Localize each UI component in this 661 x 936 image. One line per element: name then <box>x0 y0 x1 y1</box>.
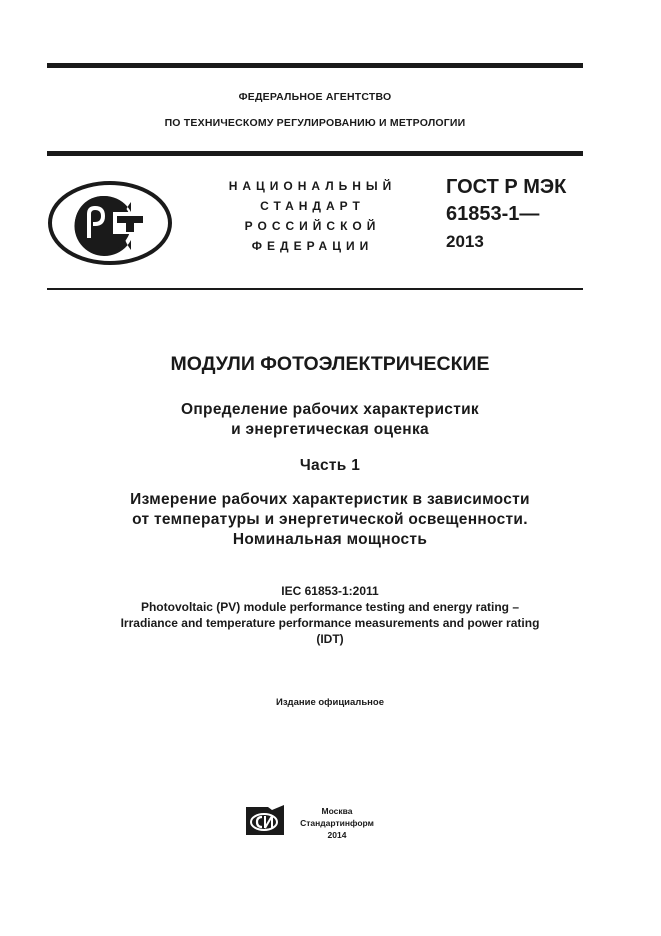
document-title: МОДУЛИ ФОТОЭЛЕКТРИЧЕСКИЕ <box>170 353 490 375</box>
agency-line-1: ФЕДЕРАЛЬНОЕ АГЕНТСТВО <box>238 91 392 103</box>
designation-line: 61853-1— <box>446 203 540 225</box>
document-subtitle <box>47 400 613 440</box>
iec-title-line: Photovoltaic (PV) module performance testing and energy rating – <box>140 600 520 614</box>
standard-designation <box>446 174 566 255</box>
designation-year: 2013 <box>446 232 484 251</box>
iec-designation: IEC 61853-1:2011 <box>281 584 379 598</box>
national-standard-label <box>200 176 425 256</box>
subtitle-line: и энергетическая оценка <box>231 421 429 438</box>
iec-reference <box>47 583 613 647</box>
national-standard-line: РОССИЙСКОЙ <box>244 219 381 233</box>
agency-line-2: ПО ТЕХНИЧЕСКОМУ РЕГУЛИРОВАНИЮ И МЕТРОЛОГИИ <box>164 117 466 129</box>
part-title-line: Измерение рабочих характеристик в зависимости <box>130 491 530 508</box>
national-standard-line: НАЦИОНАЛЬНЫЙ <box>228 179 397 193</box>
top-rule <box>47 63 583 68</box>
publisher-year: 2014 <box>327 830 347 840</box>
subtitle-line: Определение рабочих характеристик <box>181 401 479 418</box>
national-standard-line: СТАНДАРТ <box>260 199 365 213</box>
part-title-line: от температуры и энергетической освещенности. <box>132 511 528 528</box>
standartinform-logo-icon <box>246 805 284 835</box>
rst-logo-icon <box>47 180 173 266</box>
part-number: Часть 1 <box>299 457 361 474</box>
national-standard-line: ФЕДЕРАЦИИ <box>251 239 374 253</box>
publisher-name: Стандартинформ <box>300 818 374 828</box>
part-title-line: Номинальная мощность <box>232 531 428 548</box>
edition-label: Издание официальное <box>276 697 384 708</box>
part-title <box>47 490 613 550</box>
publisher-info <box>292 805 382 841</box>
iec-title-line: (IDT) <box>316 632 344 646</box>
publisher-city: Москва <box>321 806 353 816</box>
block-rule <box>47 288 583 290</box>
header-rule <box>47 151 583 156</box>
iec-title-line: Irradiance and temperature performance measurements and power rating <box>120 616 540 630</box>
designation-line: ГОСТ Р МЭК <box>446 176 567 198</box>
